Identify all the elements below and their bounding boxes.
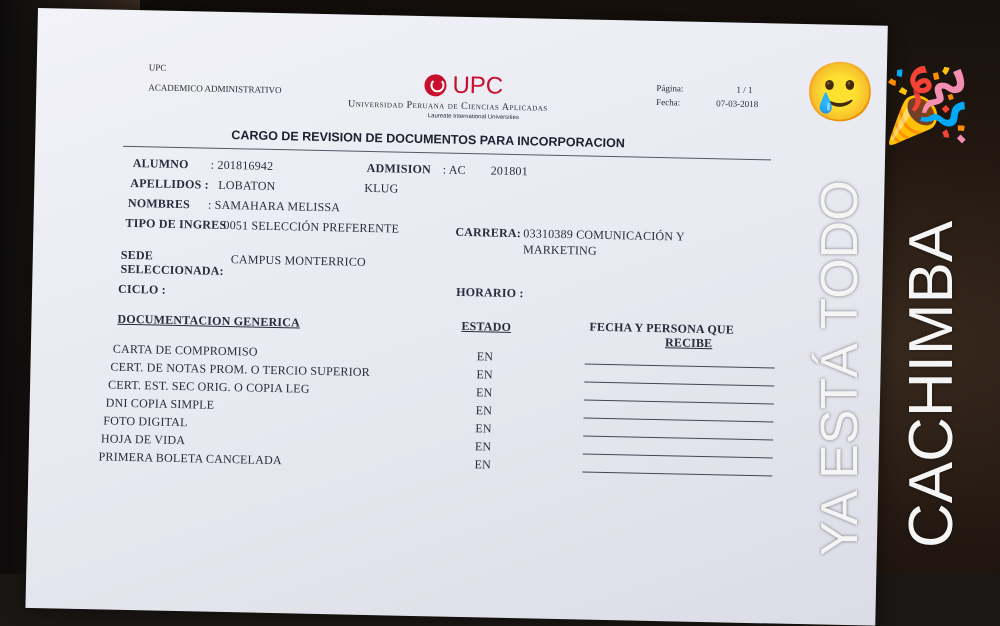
- col-header-fecha-1: FECHA Y PERSONA QUE: [589, 319, 735, 337]
- doc-row-7: PRIMERA BOLETA CANCELADA: [98, 449, 282, 468]
- estado-row-4: EN: [475, 403, 493, 418]
- logo-text: UPC: [452, 71, 504, 100]
- carrera-label: CARRERA:: [455, 224, 522, 241]
- signature-line-7: [582, 472, 772, 477]
- alumno-value: : 201816942: [210, 157, 274, 173]
- signature-line-5: [583, 436, 773, 441]
- doc-row-6: HOJA DE VIDA: [100, 431, 186, 448]
- doc-row-1: CARTA DE COMPROMISO: [112, 341, 258, 359]
- alumno-label: ALUMNO: [132, 156, 189, 172]
- estado-row-1: EN: [476, 349, 494, 364]
- sede-value: CAMPUS MONTERRICO: [230, 252, 366, 269]
- col-header-fecha-2: RECIBE: [664, 335, 713, 351]
- col-header-documentacion: DOCUMENTACION GENERICA: [117, 311, 301, 330]
- nombres-label: NOMBRES: [127, 195, 191, 212]
- overlay-text-line2: CACHIMBA: [897, 220, 966, 548]
- upc-logo-icon: [424, 74, 446, 96]
- estado-row-3: EN: [475, 385, 493, 400]
- estado-row-7: EN: [474, 457, 492, 472]
- sede-label-1: SEDE: [120, 247, 154, 263]
- overlay-text-line1: YA ESTÁ TODO: [811, 180, 869, 556]
- apellido-paterno: LOBATON: [218, 177, 276, 194]
- nombres-value: : SAMAHARA MELISSA: [207, 197, 341, 215]
- horario-label: HORARIO :: [456, 284, 524, 301]
- party-popper-emoji: 🎉: [882, 66, 972, 146]
- apellidos-label: APELLIDOS :: [130, 175, 210, 192]
- pagina-label: Página:: [656, 82, 684, 94]
- laureate-text: Laureate International Universities: [427, 113, 519, 122]
- doc-row-3: CERT. EST. SEC ORIG. O COPIA LEG: [107, 377, 310, 396]
- fecha-value: 07-03-2018: [716, 98, 759, 110]
- estado-row-2: EN: [476, 367, 493, 382]
- estado-row-6: EN: [474, 439, 492, 454]
- doc-row-2: CERT. DE NOTAS PROM. O TERCIO SUPERIOR: [110, 359, 371, 380]
- carrera-value-line1: 03310389 COMUNICACIÓN Y: [523, 226, 686, 244]
- doc-row-4: DNI COPIA SIMPLE: [105, 395, 215, 412]
- document-sheet: [25, 8, 887, 626]
- admision-label: ADMISION: [366, 160, 432, 177]
- col-header-estado: ESTADO: [461, 318, 512, 334]
- signature-line-6: [583, 454, 773, 459]
- apellido-materno: KLUG: [364, 180, 399, 196]
- doc-row-5: FOTO DIGITAL: [103, 413, 188, 430]
- org-short: UPC: [148, 62, 167, 73]
- signature-line-3: [584, 400, 774, 405]
- estado-row-5: EN: [475, 421, 492, 436]
- tipo-ingreso-label: TIPO DE INGRES: [125, 215, 227, 232]
- sede-label-2: SELECCIONADA:: [120, 261, 224, 278]
- signature-line-2: [584, 382, 774, 387]
- crying-face-emoji: 🥲: [804, 60, 877, 125]
- admision-code: : AC: [442, 162, 467, 177]
- carrera-value-line2: MARKETING: [522, 242, 597, 258]
- tipo-ingreso-value: 0051 SELECCIÓN PREFERENTE: [223, 217, 400, 236]
- signature-line-1: [585, 364, 775, 369]
- ciclo-label: CICLO :: [117, 281, 167, 297]
- university-name: Universidad Peruana de Ciencias Aplicadas: [347, 98, 548, 114]
- fecha-label: Fecha:: [656, 96, 681, 108]
- department: ACADEMICO ADMINISTRATIVO: [148, 82, 282, 96]
- signature-line-4: [584, 418, 774, 423]
- page-title: CARGO DE REVISION DE DOCUMENTOS PARA INCORPORACION: [231, 128, 626, 151]
- admision-value: 201801: [490, 163, 529, 179]
- pagina-value: 1 / 1: [736, 84, 753, 95]
